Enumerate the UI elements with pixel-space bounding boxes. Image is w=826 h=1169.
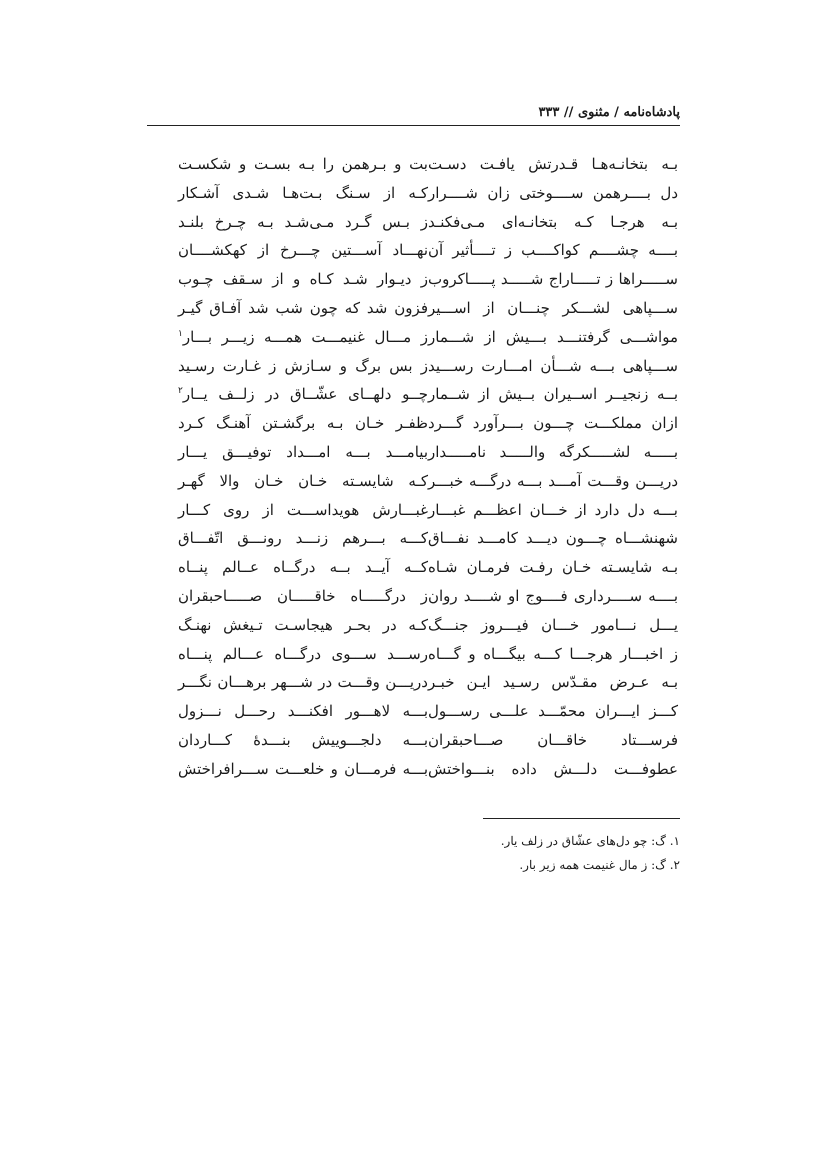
hemistich-left [178,668,428,697]
hemistich-left [178,582,428,611]
hemistich-right: عطوفـــت دلـــش داده بنـــواختش [428,759,678,778]
hemistich-left [178,755,428,784]
footnote: ۱. گ: چو دل‌های عشّاق در زلف یار. [500,834,680,848]
page-header [147,105,680,120]
hemistich-text: بیامـــد بـــه امـــداد توفیـــق یـــار [178,442,428,461]
hemistich-text: فزون شد که چون شب شد آفـاق گیـر [178,298,428,317]
hemistich-left [178,640,428,669]
hemistich-text: ز دیـوار شـد کـاه و از سـقف چـوب [178,270,428,289]
hemistich-text: چــو دلهــای عشّــاق در زلــف یــار [182,385,428,404]
hemistich-right: یـــل نـــامور خـــان فیـــروز جنـــگ [428,615,678,634]
hemistich-right: بـه هرجـا کـه بتخانـه‌ای مـی‌فکنـد [428,212,678,231]
hemistich-left [178,611,428,640]
hemistich-text: نهـــاد آســـتین چـــرخ از کهکشــــان [178,241,428,260]
hemistich-right: ســـپاهی لشـــکر چنـــان از اســـیر [428,298,678,317]
hemistich-text: کـه از سـنگ بـت‌هـا شـدی آشـکار [178,183,428,202]
hemistich-text: بت و بـرهمن را بـه بسـت و شکسـت [178,155,428,173]
hemistich-left [178,150,428,179]
hemistich-right: شهنشـــاه چـــون دیـــد کامـــد نفـــاق [428,529,678,548]
hemistich-left [178,265,428,294]
hemistich-text: بـــه دلجـــوییش بنـــدۀ کـــاردان [178,730,428,749]
hemistich-text: کـه در بحـر هیجاسـت تـیغش نهنـگ [178,615,428,634]
hemistich-left [178,323,428,352]
hemistich-left [178,179,428,208]
hemistich-right: ازان مملکـــت چـــون بـــرآورد گـــرد [428,414,678,433]
hemistich-right: بــه زنجیــر اســیران بــیش از شــمار [428,385,678,404]
verse-column-right [428,150,678,784]
hemistich-left [178,380,428,409]
hemistich-left [178,294,428,323]
running-title: پادشاه‌نامه / مثنوی // ۳۳۳ [538,105,680,120]
hemistich-right: بــــه چشــــم کواکــــب ز تــــأثیر آن [428,241,678,260]
footnotes [400,829,680,877]
hemistich-text: ز درگـــــاه خاقـــــان صـــــاحبقران [178,586,428,605]
hemistich-left [178,553,428,582]
footnote: ۲. گ: ز مال غنیمت همه زیر بار. [519,858,680,872]
hemistich-text: دریـــن وقـــت در شـــهر برهـــان نگـــر [178,673,428,692]
hemistich-right: دل بــــرهمن ســــوختی زان شــــرار [428,183,678,202]
hemistich-right: ســـــراها ز تـــــاراج شـــــد پـــــاکروب [428,270,678,289]
hemistich-right: بـه عـرض مقـدّس رسـید ایـن خبـر [428,673,678,692]
hemistich-left [178,496,428,525]
hemistich-text: کـه شایسـته خـان خـان والا گهـر [178,471,428,490]
hemistich-left [178,467,428,496]
hemistich-right: مواشـــی گرفتنـــد بـــیش از شـــمار [428,327,678,346]
hemistich-left [178,352,428,381]
hemistich-left [178,697,428,726]
hemistich-text: ز بـس گـرد مـی‌شـد بـه چـرخ بلنـد [178,212,428,231]
hemistich-text: بـــه لاهـــور افکنـــد رحـــل نـــزول [178,702,428,721]
footnote-marker: ۲ [178,386,183,397]
hemistich-right: بـه بتخانـه‌هـا قـدرتش یافـت دسـت [428,155,678,173]
hemistich-text: ز مـــال غنیمـــت همـــه زیـــر بـــار [182,327,428,346]
hemistich-text: ز بس برگ و سـازش ز غـارت رسـید [178,356,428,375]
footnote-marker: ۱ [178,328,183,339]
hemistich-right: بـه شایسـته خـان رفـت فرمـان شـاه [428,558,678,577]
hemistich-left [178,236,428,265]
hemistich-right: ســـپاهی بـــه شـــأن امـــارت رســـید [428,356,678,375]
hemistich-text: بـــه فرمـــان و خلعـــت ســـرافراختش [178,759,428,778]
hemistich-text: رســـد ســـوی درگـــاه عـــالم پنـــاه [178,644,428,663]
hemistich-right: بـــــه لشـــــکرگه والـــــد نامـــــدار [428,442,678,461]
hemistich-text: کــه آیــد بــه درگــاه عــالم پنــاه [178,558,428,577]
header-rule [147,125,680,126]
hemistich-right: فرســـتاد خاقـــان صـــاحبقران [428,730,678,749]
verse-column-left [178,150,428,784]
hemistich-text: غبـــارش هویداســـت از روی کـــار [178,500,428,519]
hemistich-left [178,208,428,237]
hemistich-text: ظفـر خـان بـه برگشـتن آهنـگ کـرد [178,414,428,433]
footnote-rule [483,818,680,819]
hemistich-right: دریـــن وقـــت آمـــد بـــه درگـــه خبـــر [428,471,678,490]
hemistich-right: بـــه دل دارد از خـــان اعظـــم غبـــار [428,500,678,519]
hemistich-right: ز اخبـــار هرجـــا کـــه بیگـــاه و گـــاه [428,644,678,663]
hemistich-left [178,726,428,755]
hemistich-left [178,438,428,467]
hemistich-right: بــــه ســــرداری فــــوج او شــــد روان [428,586,678,605]
hemistich-right: کـــز ایـــران محمّـــد علـــی رســـول [428,702,678,721]
hemistich-text: کـــه بـــرهم زنـــد رونـــق اتّفـــاق [178,529,428,548]
hemistich-left [178,524,428,553]
hemistich-left [178,409,428,438]
